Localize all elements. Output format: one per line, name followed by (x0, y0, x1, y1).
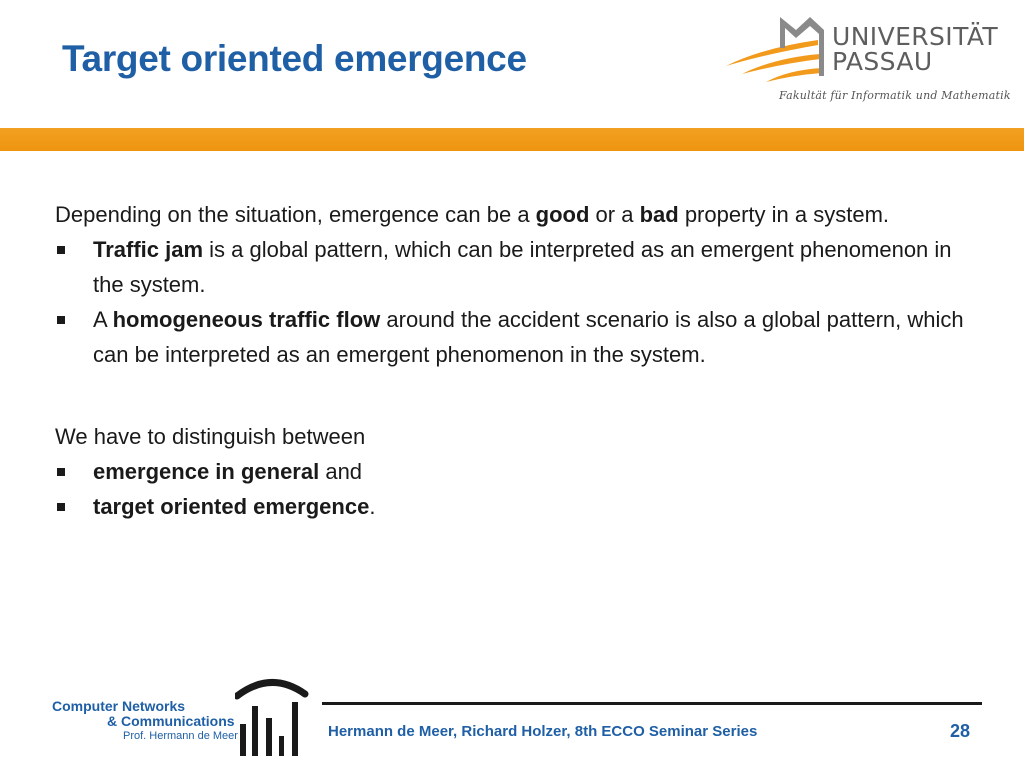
faculty-name: Fakultät für Informatik und Mathematik (779, 89, 1011, 102)
bullet-square-icon (57, 316, 65, 324)
bullet-square-icon (57, 503, 65, 511)
bullet-3-text: and (319, 459, 363, 484)
intro-pre: Depending on the situation, emergence can be a (55, 202, 536, 227)
bullet-homogeneous-flow (55, 302, 965, 372)
distinguish-paragraph: We have to distinguish between (55, 424, 366, 449)
bullet-traffic-jam (55, 232, 965, 302)
group-line-1: Computer Networks (52, 698, 186, 714)
bar-chart-icon (235, 676, 345, 761)
university-name (832, 24, 998, 74)
group-logo (50, 676, 325, 761)
bullet-1-bold: Traffic jam (93, 237, 204, 262)
bullet-3-bold: emergence in general (93, 459, 320, 484)
intro-good: good (535, 202, 590, 227)
bullet-target-oriented (55, 489, 965, 524)
intro-post: property in a system. (678, 202, 890, 227)
intro-mid: or a (589, 202, 640, 227)
bullet-1-text: is a global pattern, which can be interpreted as an emergent phenomenon in the system. (93, 237, 952, 297)
bullet-emergence-general (55, 454, 965, 489)
footer-credit: Hermann de Meer, Richard Holzer, 8th ECCO Seminar Series (328, 723, 758, 740)
intro-paragraph (55, 197, 965, 232)
intro-bad: bad (639, 202, 679, 227)
slide-body (55, 197, 965, 524)
spacer (55, 372, 965, 419)
group-line-2: & Communications (107, 713, 235, 729)
bullet-2-text: around the accident scenario is also a global pattern, which can be interpreted as an emergent phenomenon in the system. (93, 307, 964, 367)
page-number: 28 (950, 721, 971, 741)
bullet-4-bold: target oriented emergence (93, 494, 370, 519)
university-emblem-icon (722, 14, 832, 89)
university-line-1: UNIVERSITÄT (832, 22, 999, 51)
slide-title: Target oriented emergence (62, 38, 527, 79)
university-logo (722, 14, 1011, 110)
bullet-square-icon (57, 468, 65, 476)
bullet-square-icon (57, 246, 65, 254)
bullet-4-text: . (369, 494, 376, 519)
footer-divider (322, 702, 982, 705)
group-line-3: Prof. Hermann de Meer (123, 730, 238, 742)
header-band (0, 128, 1024, 151)
bullet-2-bold: homogeneous traffic flow (112, 307, 381, 332)
university-line-2: PASSAU (832, 47, 933, 76)
bullet-2-pre: A (93, 307, 113, 332)
